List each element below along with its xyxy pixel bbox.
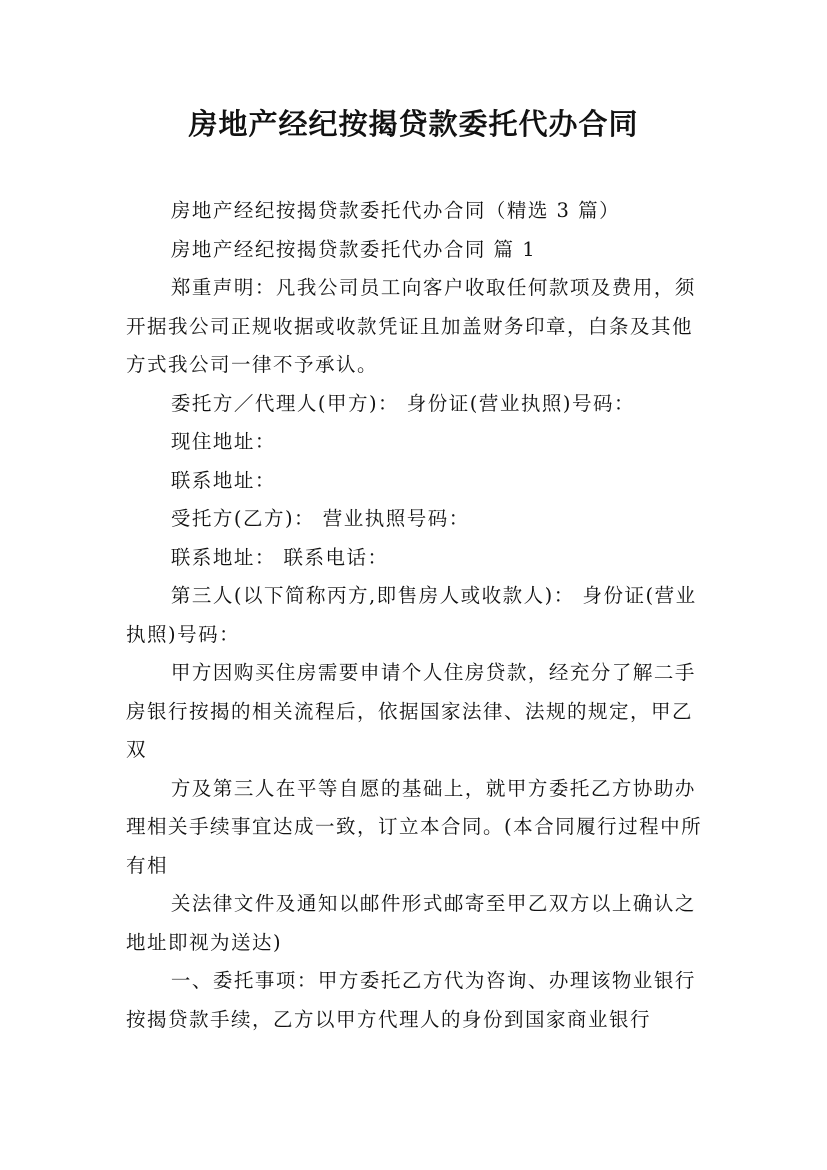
body-paragraph: 关法律文件及通知以邮件形式邮寄至甲乙双方以上确认之地址即视为送达) xyxy=(126,892,696,954)
clause-paragraph: 一、委托事项：甲方委托乙方代为咨询、办理该物业银行按揭贷款手续，乙方以甲方代理人的身份到国家商业银行 xyxy=(126,969,696,1031)
body-paragraph: 方及第三人在平等自愿的基础上，就甲方委托乙方协助办理相关手续事宜达成一致，订立本合同。(本合同履行过程中所有相 xyxy=(126,776,703,877)
current-address-field-paragraph: 现住地址： xyxy=(170,430,276,453)
principal-field-paragraph: 委托方／代理人(甲方)： 身份证(营业执照)号码： xyxy=(170,391,635,415)
document-title: 房地产经纪按揭贷款委托代办合同 xyxy=(188,107,639,141)
document-body xyxy=(126,192,706,1039)
agent-field-paragraph: 受托方(乙方)： 营业执照号码： xyxy=(170,507,470,530)
contact-address-field-paragraph: 联系地址： xyxy=(170,468,276,492)
subtitle-paragraph: 房地产经纪按揭贷款委托代办合同（精选 3 篇） xyxy=(170,199,621,222)
agent-contact-field-paragraph: 联系地址： 联系电话： xyxy=(170,545,389,569)
section-heading-paragraph: 房地产经纪按揭贷款委托代办合同 篇 1 xyxy=(170,237,537,261)
declaration-paragraph: 郑重声明：凡我公司员工向客户收取任何款项及费用，须开据我公司正规收据或收款凭证且加盖财务印章，白条及其他方式我公司一律不予承认。 xyxy=(126,276,696,376)
body-paragraph: 甲方因购买住房需要申请个人住房贷款，经充分了解二手房银行按揭的相关流程后，依据国家法律、法规的规定，甲乙双 xyxy=(126,661,696,761)
third-party-field-paragraph: 第三人(以下简称丙方,即售房人或收款人)： 身份证(营业执照)号码： xyxy=(126,584,697,646)
